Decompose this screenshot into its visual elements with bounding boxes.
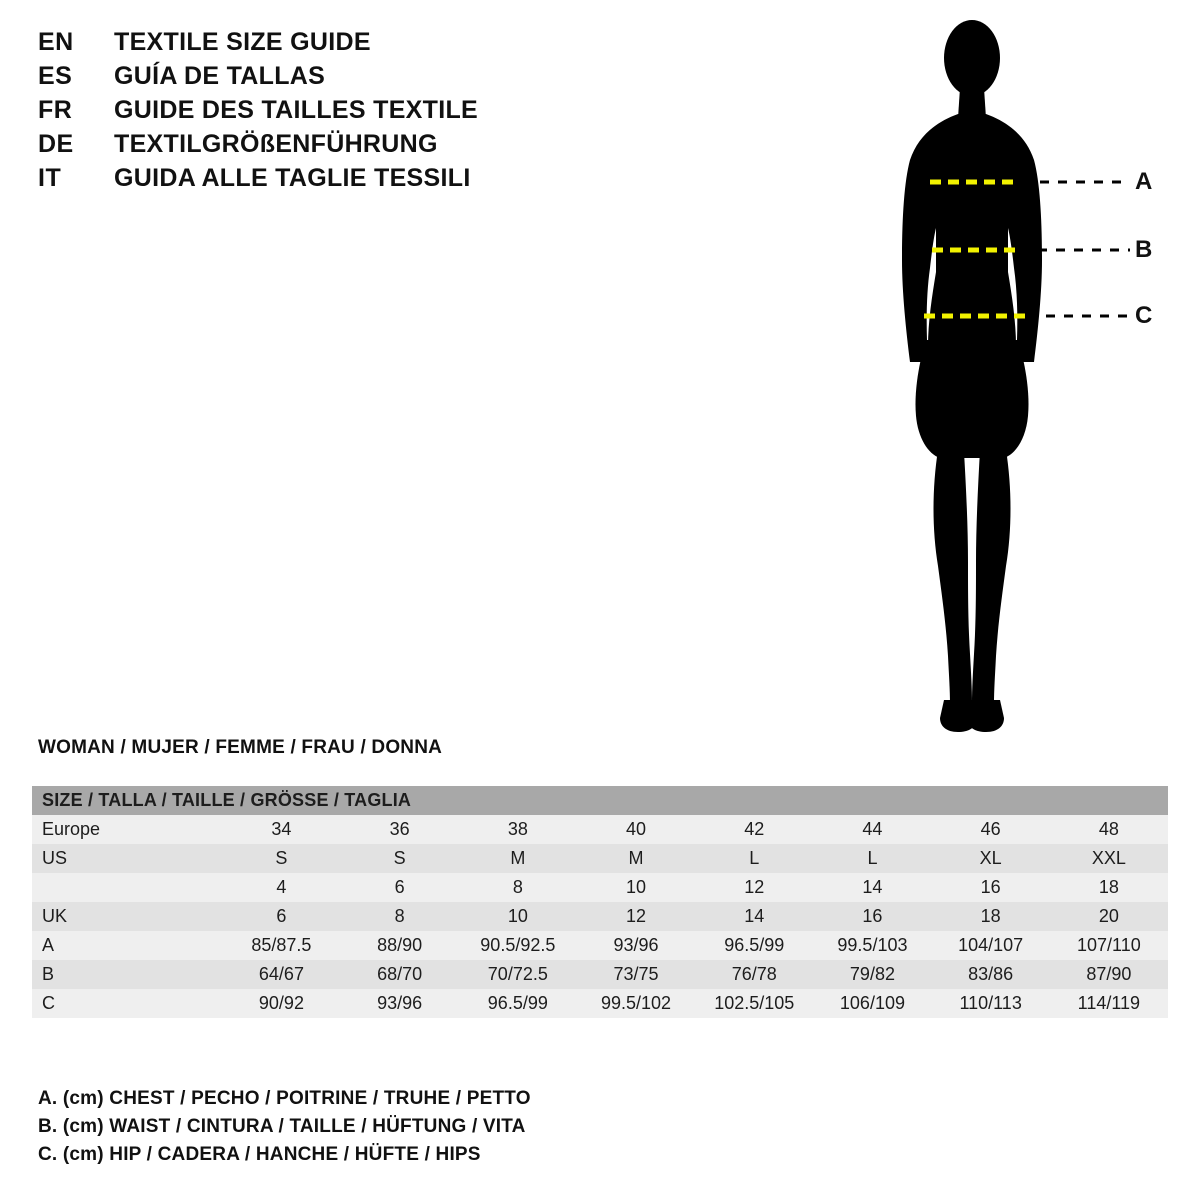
cell: 6 xyxy=(222,902,340,931)
cell: 106/109 xyxy=(813,989,931,1018)
cell: 68/70 xyxy=(341,960,459,989)
cell: 42 xyxy=(695,815,813,844)
cell: 96.5/99 xyxy=(459,989,577,1018)
language-row xyxy=(38,28,658,62)
cell: 70/72.5 xyxy=(459,960,577,989)
row-label: Europe xyxy=(32,815,222,844)
cell: XXL xyxy=(1050,844,1168,873)
cell: 90/92 xyxy=(222,989,340,1018)
cell: 14 xyxy=(813,873,931,902)
cell: 10 xyxy=(577,873,695,902)
cell: 12 xyxy=(695,873,813,902)
row-label: A xyxy=(32,931,222,960)
table-row xyxy=(32,960,1168,989)
note-hip: C. (cm) HIP / CADERA / HANCHE / HÜFTE / HIPS xyxy=(38,1144,481,1165)
row-label: B xyxy=(32,960,222,989)
table-row xyxy=(32,902,1168,931)
cell: 12 xyxy=(577,902,695,931)
measure-label-c: C xyxy=(1135,302,1153,329)
body-silhouette-icon xyxy=(840,10,1190,750)
cell: 90.5/92.5 xyxy=(459,931,577,960)
cell: 96.5/99 xyxy=(695,931,813,960)
language-row xyxy=(38,96,658,130)
cell: 85/87.5 xyxy=(222,931,340,960)
cell: 99.5/103 xyxy=(813,931,931,960)
table-row xyxy=(32,844,1168,873)
language-title: GUIDA ALLE TAGLIE TESSILI xyxy=(114,164,471,192)
cell: 16 xyxy=(932,873,1050,902)
cell: 4 xyxy=(222,873,340,902)
cell: 93/96 xyxy=(341,989,459,1018)
cell: L xyxy=(695,844,813,873)
cell: 83/86 xyxy=(932,960,1050,989)
cell: 107/110 xyxy=(1050,931,1168,960)
cell: 8 xyxy=(341,902,459,931)
cell: M xyxy=(459,844,577,873)
cell: 76/78 xyxy=(695,960,813,989)
language-title: GUIDE DES TAILLES TEXTILE xyxy=(114,96,479,124)
cell: 64/67 xyxy=(222,960,340,989)
cell: 10 xyxy=(459,902,577,931)
cell: 79/82 xyxy=(813,960,931,989)
cell: 104/107 xyxy=(932,931,1050,960)
language-code: DE xyxy=(38,130,74,158)
cell: 14 xyxy=(695,902,813,931)
section-heading: WOMAN / MUJER / FEMME / FRAU / DONNA xyxy=(38,737,443,758)
language-row xyxy=(38,130,658,164)
cell: 36 xyxy=(341,815,459,844)
language-code: FR xyxy=(38,96,73,124)
cell: XL xyxy=(932,844,1050,873)
cell: 16 xyxy=(813,902,931,931)
language-code: EN xyxy=(38,28,74,56)
row-label: US xyxy=(32,844,222,873)
language-title: GUÍA DE TALLAS xyxy=(114,62,326,90)
table-header-row xyxy=(32,786,1168,815)
language-code: IT xyxy=(38,164,62,192)
cell: 114/119 xyxy=(1050,989,1168,1018)
measurement-notes xyxy=(38,1088,838,1172)
row-label xyxy=(32,873,222,902)
cell: 8 xyxy=(459,873,577,902)
table-row xyxy=(32,931,1168,960)
language-title: TEXTILE SIZE GUIDE xyxy=(114,28,371,56)
cell: 88/90 xyxy=(341,931,459,960)
row-label: C xyxy=(32,989,222,1018)
cell: 73/75 xyxy=(577,960,695,989)
note-chest: A. (cm) CHEST / PECHO / POITRINE / TRUHE / PETTO xyxy=(38,1088,531,1109)
cell: 102.5/105 xyxy=(695,989,813,1018)
cell: 18 xyxy=(932,902,1050,931)
cell: L xyxy=(813,844,931,873)
table-header-label: SIZE / TALLA / TAILLE / GRÖSSE / TAGLIA xyxy=(32,786,1168,815)
cell: 34 xyxy=(222,815,340,844)
table-row xyxy=(32,815,1168,844)
size-table xyxy=(32,786,1168,1018)
cell: 38 xyxy=(459,815,577,844)
cell: S xyxy=(222,844,340,873)
cell: 20 xyxy=(1050,902,1168,931)
table-row xyxy=(32,873,1168,902)
cell: 87/90 xyxy=(1050,960,1168,989)
measure-label-b: B xyxy=(1135,236,1153,263)
cell: S xyxy=(341,844,459,873)
measure-label-a: A xyxy=(1135,168,1153,195)
language-row xyxy=(38,164,658,198)
cell: M xyxy=(577,844,695,873)
female-body-figure xyxy=(840,10,1190,750)
language-title-block xyxy=(38,28,658,198)
cell: 44 xyxy=(813,815,931,844)
row-label: UK xyxy=(32,902,222,931)
note-waist: B. (cm) WAIST / CINTURA / TAILLE / HÜFTUNG / VITA xyxy=(38,1116,526,1137)
cell: 110/113 xyxy=(932,989,1050,1018)
language-row xyxy=(38,62,658,96)
cell: 46 xyxy=(932,815,1050,844)
language-title: TEXTILGRÖßENFÜHRUNG xyxy=(114,130,438,158)
cell: 93/96 xyxy=(577,931,695,960)
cell: 40 xyxy=(577,815,695,844)
table-row xyxy=(32,989,1168,1018)
cell: 99.5/102 xyxy=(577,989,695,1018)
cell: 18 xyxy=(1050,873,1168,902)
language-code: ES xyxy=(38,62,73,90)
cell: 48 xyxy=(1050,815,1168,844)
cell: 6 xyxy=(341,873,459,902)
